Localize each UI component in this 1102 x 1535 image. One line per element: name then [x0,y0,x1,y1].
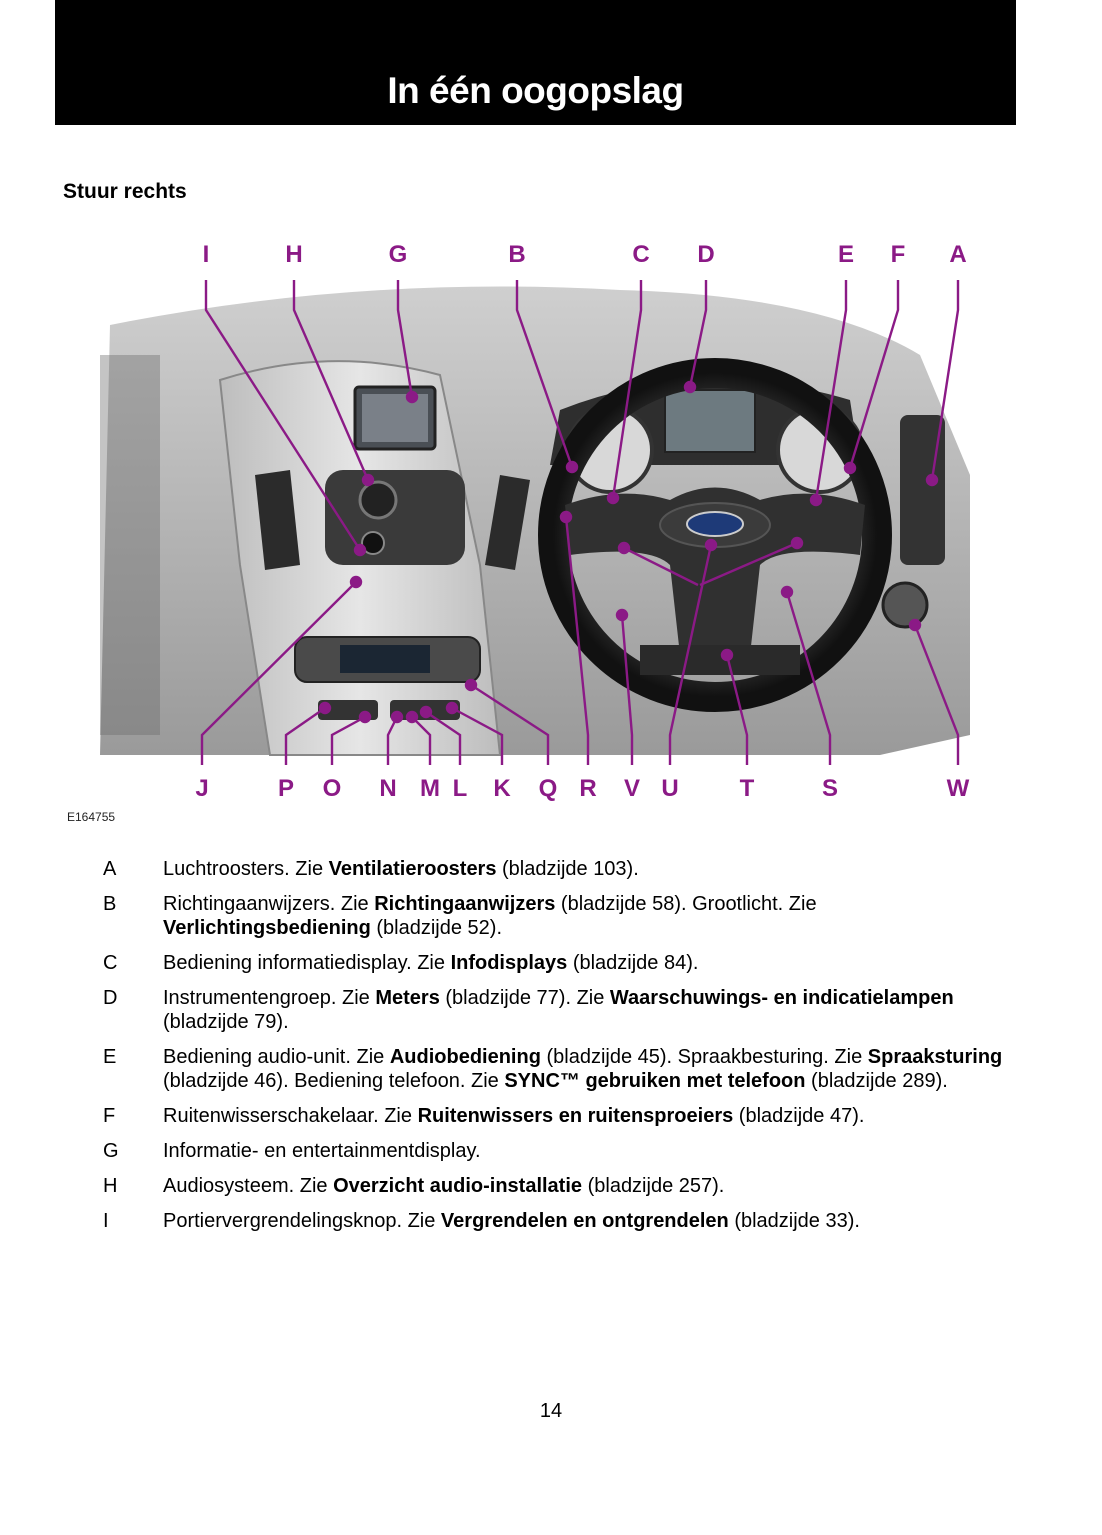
legend-text [163,892,1015,940]
callout-line-m [412,717,430,765]
callout-line-s [787,592,830,765]
legend-text-part: Luchtroosters. Zie [163,858,329,880]
legend-text-part: (bladzijde 77). Zie [439,987,610,1009]
legend-reference: Ruitenwissers en ruitensproeiers [417,1105,734,1127]
legend-letter: E [103,1046,117,1068]
legend-text [163,1139,1015,1163]
legend-letter: I [103,1210,109,1232]
callout-line-f [850,280,898,468]
label-j: J [195,775,209,802]
legend-text [163,1209,1015,1233]
callout-line-i [206,280,360,550]
label-q: Q [538,775,558,802]
callout-lines-group [202,280,958,765]
legend-text-part: (bladzijde 58). Grootlicht. Zie [555,893,817,915]
legend-item-d [95,986,1015,1034]
legend-reference: Waarschuwings- en indicatielampen [609,987,954,1009]
legend-text-part: (bladzijde 289). [805,1070,948,1092]
legend-letter: A [103,858,117,880]
label-f: F [890,241,906,268]
legend-reference: Meters [375,987,440,1009]
legend-text-part: (bladzijde 79). [163,1011,289,1033]
legend-reference: SYNC™ gebruiken met telefoon [504,1070,806,1092]
legend-letter: H [103,1175,118,1197]
legend-letter: G [103,1140,119,1162]
callout-line-t [727,655,747,765]
callout-line-w [915,625,958,765]
legend-text [163,1104,1015,1128]
legend-text-part: (bladzijde 47). [733,1105,865,1127]
label-i: I [202,241,210,268]
legend-text-part: Bediening audio-unit. Zie [163,1046,390,1068]
legend-item-b [95,892,1015,940]
legend-letter: C [103,952,118,974]
label-b: B [508,241,526,268]
legend-text-part: (bladzijde 257). [582,1175,725,1197]
label-h: H [285,241,303,268]
label-o: O [322,775,342,802]
label-d: D [697,241,715,268]
legend-item-c [95,951,1015,975]
legend-reference: Overzicht audio-installatie [333,1175,583,1197]
callout-line-o [332,717,365,765]
legend-text-part: Ruitenwisserschakelaar. Zie [163,1105,418,1127]
label-r: R [579,775,597,802]
legend-reference: Spraaksturing [867,1046,1003,1068]
callout-line-b [517,280,572,467]
legend-letter: F [103,1105,116,1127]
legend-text-part: (bladzijde 33). [728,1210,860,1232]
legend-item-h [95,1174,1015,1198]
callout-line-n [388,717,397,765]
callout-line-c [613,280,641,498]
legend-text-part: (bladzijde 103). [496,858,639,880]
figure-code: E164755 [67,810,116,824]
label-a: A [949,241,967,268]
label-u: U [661,775,679,802]
label-g: G [388,241,408,268]
legend-text-part: Instrumentengroep. Zie [163,987,376,1009]
label-e: E [837,241,855,268]
legend-reference: Verlichtingsbediening [163,917,371,939]
label-m: M [420,775,440,802]
legend-text-part: Portiervergrendelingsknop. Zie [163,1210,441,1232]
legend-reference: Ventilatieroosters [328,858,497,880]
callout-line-h [294,280,368,480]
legend-item-g [95,1139,1015,1163]
legend-text-part: (bladzijde 46). Bediening telefoon. Zie [163,1070,505,1092]
legend-text-part: (bladzijde 52). [370,917,502,939]
dashboard-figure [60,235,1040,835]
legend-letter: D [103,987,118,1009]
label-w: W [946,775,970,802]
page-header [55,0,1016,125]
label-s: S [821,775,839,802]
callout-line-u-left [624,548,698,585]
legend-text [163,857,1015,881]
legend-reference: Vergrendelen en ontgrendelen [440,1210,729,1232]
callout-line-d [690,280,706,387]
page-title: In één oogopslag [387,70,684,111]
label-p: P [277,775,295,802]
legend-reference: Richtingaanwijzers [374,893,556,915]
label-k: K [493,775,511,802]
label-n: N [379,775,397,802]
legend-text-part: (bladzijde 84). [567,952,699,974]
legend-letter: B [103,893,117,915]
callout-line-g [398,280,412,397]
legend-text-part: (bladzijde 45). Spraakbesturing. Zie [540,1046,868,1068]
legend-text-part: Audiosysteem. Zie [163,1175,334,1197]
callout-line-p [286,708,325,765]
legend-reference: Infodisplays [450,952,568,974]
legend-text-part: Informatie- en entertainmentdisplay. [163,1140,481,1162]
section-title: Stuur rechts [63,180,187,203]
legend-text [163,986,1015,1034]
legend-item-f [95,1104,1015,1128]
callout-line-a [932,280,958,480]
legend-item-i [95,1209,1015,1233]
legend-item-e [95,1045,1015,1093]
label-v: V [623,775,641,802]
legend-item-a [95,857,1015,881]
page-number: 14 [539,1400,563,1422]
callout-lines [60,235,1040,835]
legend-reference: Audiobediening [389,1046,541,1068]
legend-text-part: Richtingaanwijzers. Zie [163,893,375,915]
legend-text-part: Bediening informatiedisplay. Zie [163,952,451,974]
legend-text [163,1174,1015,1198]
callout-line-r [566,517,588,765]
callout-line-u [670,545,711,765]
label-t: T [739,775,755,802]
legend-text [163,951,1015,975]
legend-list [95,857,1015,1244]
callout-line-e [816,280,846,500]
label-c: C [632,241,650,268]
label-l: L [452,775,468,802]
legend-text [163,1045,1015,1093]
callout-line-v [622,615,632,765]
